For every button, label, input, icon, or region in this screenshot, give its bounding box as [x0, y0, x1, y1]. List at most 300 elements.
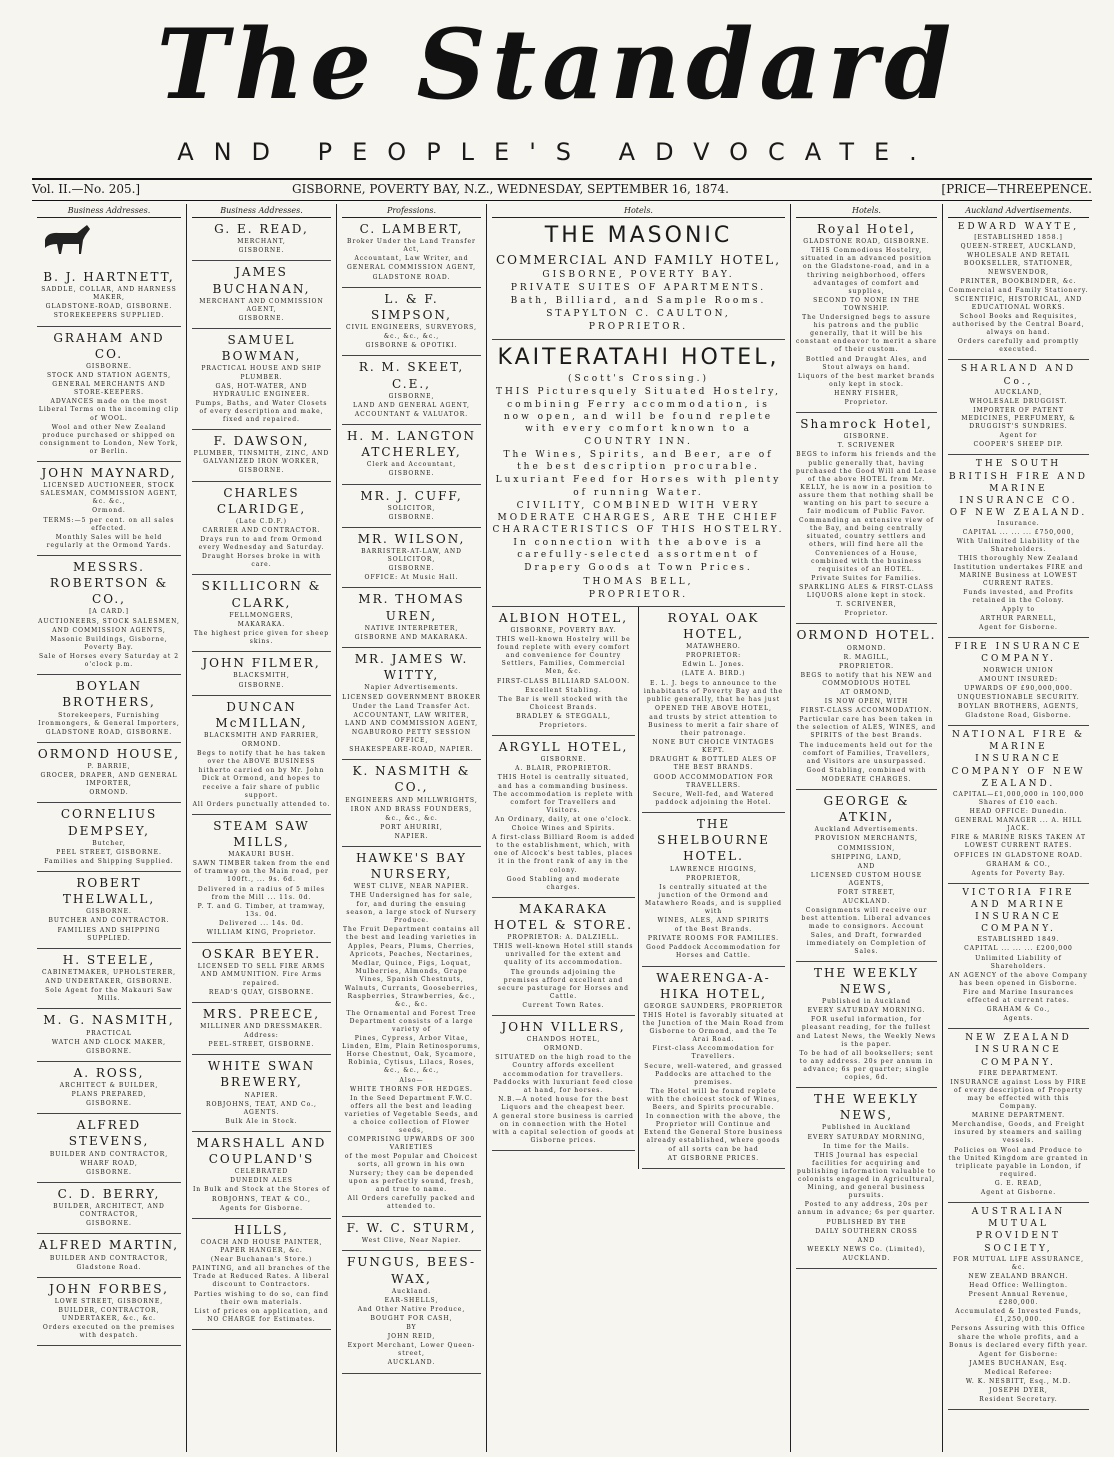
ad-line: A general store business is carried on in connection with the Hotel with a capital selection of goods at Gisborne prices. — [492, 1113, 635, 1145]
ad-line: Draught Horses broke in with care. — [202, 553, 321, 569]
ad-line: Is centrally situated at the junction of the Ormond and Matawhero Roads, and is supplied with — [644, 883, 783, 915]
advertisement — [342, 356, 481, 425]
ad-line: GEORGE SAUNDERS, PROPRIETOR — [643, 1002, 784, 1010]
ad-line: GISBORNE. — [86, 1047, 132, 1055]
ad-line: MATAWHERO. — [686, 643, 741, 651]
advertiser-name: ALFRED STEVENS, — [68, 1118, 150, 1149]
ad-line: Agents for Gisborne. — [219, 1204, 304, 1212]
ad-line: GRAHAM & Co., — [986, 1006, 1051, 1014]
ad-line: ARTHUR PARNELL, — [980, 615, 1057, 623]
advertisement — [37, 1234, 181, 1277]
ad-line: Choice Wines and Spirits. — [511, 825, 616, 833]
ad-line: Napier Advertisements. — [364, 684, 459, 692]
advertiser-name: JAMES BUCHANAN, — [212, 265, 311, 296]
ad-line: GISBORNE. — [843, 433, 890, 441]
ad-line: MAKAURI BUSH. — [228, 851, 295, 859]
ad-line: Agent for Gisborne. — [979, 624, 1058, 632]
ad-line: THIS Journal has especial facilities for acquiring and publishing information valuable to colonists engaged in Agricultural, Mining, and general business pursuits. — [797, 1151, 936, 1200]
ad-line: Auckland Advertisements. — [814, 826, 919, 834]
advertiser-name: MRS. PREECE, — [202, 1006, 321, 1021]
advertisement — [642, 967, 785, 1169]
ad-line: Commercial and Family Stationery. — [948, 286, 1089, 294]
ad-line: Bottled and Draught Ales, and Stout always on hand. — [805, 355, 928, 371]
ad-line: (Scott's Crossing.) — [568, 374, 709, 385]
ad-line: The inducements held out for the comfort of Families, Travellers, and Visitors are unsurpassed. — [799, 741, 934, 765]
ad-line: LICENSED AUCTIONEER, STOCK SALESMAN, COMMISSION AGENT, &c. &c., — [40, 482, 178, 506]
ad-line: NEW ZEALAND BRANCH. — [968, 1272, 1069, 1280]
ad-line: BUILDER, CONTRACTOR, UNDERTAKER, &c., &c. — [58, 1307, 160, 1323]
ad-line: GENERAL COMMISSION AGENT, — [346, 264, 477, 272]
ad-line: WHOLESALE AND RETAIL BOOKSELLER, STATIONER, NEWSVENDOR, — [963, 252, 1074, 276]
advertiser-name: JOHN MAYNARD, — [41, 465, 177, 480]
ad-line: INSURANCE against Loss by FIRE of every description of Property may be effected with this Company. — [950, 1078, 1087, 1111]
ad-line: FIRE & MARINE RISKS TAKEN AT LOWEST CURRENT RATES. — [950, 834, 1087, 850]
ad-line: GAS, HOT-WATER, AND HYDRAULIC ENGINEER. — [213, 382, 310, 398]
ad-line: PEEL STREET, GISBORNE. — [56, 848, 162, 856]
ad-line: Pines, Cypress, Arbor Vitae, Linden, Elm, Plain Retinosporums, Horse Chestnut, Oak, Sycamore, Robinia, Cytisus, Lilacs, Roses, &c., &c., &c., — [342, 1035, 481, 1075]
ad-line: WHARF ROAD, — [80, 1159, 138, 1167]
ad-line: PLUMBER, TINSMITH, ZINC, AND GALVANIZED IRON WORKER, — [193, 450, 330, 466]
ad-line: BARRISTER-AT-LAW, AND SOLICITOR, — [361, 548, 462, 564]
advertiser-name: VICTORIA FIRE AND MARINE INSURANCE COMPANY. — [962, 887, 1075, 935]
advertisement — [642, 813, 785, 967]
advertiser-name: ROYAL OAK HOTEL, — [667, 610, 760, 641]
ad-line: GISBORNE. — [86, 1220, 132, 1228]
ad-line: The Hotel will be found replete with the choicest stock of Wines, Beers, and Spirits procurable. — [646, 1087, 781, 1112]
ad-line: GENERAL MERCHANTS AND STORE-KEEPERS. — [52, 381, 166, 397]
section-heading: Hotels. — [492, 204, 785, 218]
ad-line: The Bar is well stocked with the Choicest Brands. — [498, 695, 629, 711]
ad-line: COMPRISING UPWARDS OF 300 VARIETIES — [347, 1136, 476, 1152]
advertisement — [342, 1217, 481, 1251]
ad-line: AMOUNT INSURED: — [978, 675, 1059, 683]
advertisement — [192, 430, 331, 481]
ad-line: Apples, Pears, Plums, Cherries, Apricots, Peaches, Nectarines, — [348, 943, 475, 959]
ad-line: ESTABLISHED 1849. — [977, 936, 1060, 944]
ad-line: AUCKLAND. — [387, 1359, 436, 1367]
advertisement — [948, 638, 1089, 726]
masonic-hotel-ad — [492, 218, 785, 340]
ad-line: THIS Picturesquely Situated Hostelry, combining Ferry accommodation, is now open, and will be found replete with every comfort known to a — [496, 387, 781, 434]
advertisement — [192, 696, 331, 815]
ad-line: GENERAL MANAGER ... A. HILL JACK. — [954, 817, 1083, 833]
advertiser-name: NEW ZEALAND INSURANCE COMPANY. — [965, 1033, 1072, 1068]
ad-line: THOMAS BELL, — [583, 576, 694, 587]
ad-line: G. E. READ, — [994, 1179, 1043, 1187]
hotel-subcolumn-left — [492, 607, 639, 1169]
ad-line: NATIVE INTERPRETER, — [364, 624, 459, 632]
advertiser-name: K. NASMITH & CO., — [352, 764, 471, 795]
ad-line: [ESTABLISHED 1858.] — [974, 234, 1063, 242]
advertisement — [37, 949, 181, 1010]
ad-line: THIS Hotel is favorably situated at the Junction of the Main Road from Gisborne to Ormond, and the Te Arai Road. — [642, 1012, 785, 1044]
ad-line: BEGS to notify that his NEW and COMMODIOUS HOTEL — [800, 671, 933, 687]
ad-line: The highest price given for sheep skins. — [193, 630, 330, 646]
advertisement — [192, 652, 331, 695]
advertiser-name: FUNGUS, BEES-WAX, — [346, 1255, 477, 1286]
ad-line: WATCH AND CLOCK MAKER, — [51, 1038, 167, 1046]
ad-line: BEGS to inform his friends and the public generally that, having purchased the Good Will and Lease of the above HOTEL from Mr. KELLY, he is now in a position to assure them that nothing shall be wanting on his part to secure a fair modicum of Public Favor. — [796, 451, 937, 516]
advertisement — [342, 425, 481, 485]
kaiteratahi-hotel-ad — [492, 340, 785, 607]
ad-line: AND COMMISSION AGENTS, — [52, 626, 166, 634]
ad-line: COACH AND HOUSE PAINTER, PAPER HANGER, &c. — [200, 1238, 323, 1255]
ad-line: Pumps, Baths, and Water Closets of every description and make, fixed and repaired. — [195, 399, 328, 423]
ad-line: T. SCRIVENER, — [836, 601, 897, 609]
ad-line: BUILDER AND CONTRACTOR, — [49, 1254, 169, 1262]
ad-line: CARRIER AND CONTRACTOR. — [202, 527, 321, 534]
ad-line: The Ornamental and Forest Tree Department consists of a large variety of — [346, 1009, 477, 1033]
advertiser-name: CHARLES CLARIDGE, — [216, 485, 307, 516]
ad-line: Accountant, Law Writer, and — [354, 255, 469, 263]
advertisement — [342, 847, 481, 1217]
advertiser-name: STEAM SAW MILLS, — [213, 818, 310, 849]
advertisement — [37, 1009, 181, 1061]
ad-line: EAR-SHELLS, — [384, 1296, 439, 1304]
ad-line: PORT AHURIRI, — [380, 823, 443, 831]
ad-line: Funds invested, and Profits retained in the Colony. — [963, 588, 1074, 604]
ad-line: Auckland. — [391, 1287, 432, 1295]
ad-line: NONE BUT CHOICE VINTAGES KEPT. — [652, 739, 775, 755]
newspaper-title: The Standard — [156, 8, 958, 121]
ad-line: IRON AND BRASS FOUNDERS, — [350, 805, 473, 813]
ad-line: EVERY SATURDAY MORNING. — [807, 1007, 926, 1015]
advertisement — [492, 607, 635, 736]
ad-line: BLACKSMITH, — [233, 672, 290, 680]
ad-line: Bath, Billiard, and Sample Rooms. — [510, 296, 767, 307]
volume-number: Vol. II.—No. 205.] — [32, 182, 141, 196]
ad-line: GLADSTONE-ROAD, GISBORNE. — [45, 303, 173, 311]
ad-line: Agents. — [1003, 1015, 1034, 1023]
ad-line: An Ordinary, daily, at one o'clock. — [495, 815, 632, 823]
ad-line: OPENED THE ABOVE HOTEL, — [655, 704, 772, 712]
ad-line: GROCER, DRAPER, AND GENERAL IMPORTER, — [40, 772, 178, 788]
ad-line: Edwin L. Jones. — [682, 661, 745, 669]
ad-line: Proprietors. — [539, 722, 588, 730]
advertiser-name: Shamrock Hotel, — [800, 417, 933, 432]
ad-line: LICENSED TO SELL FIRE ARMS AND AMMUNITION. Fire Arms repaired. — [197, 963, 326, 987]
ad-line: Consignments will receive our best attention. Liberal advances made to consignors. Account Sales, and Draft, forwarded immediately on Completion of Sales. — [801, 907, 932, 955]
ad-line: MARINE DEPARTMENT. — [971, 1112, 1066, 1120]
advertisement — [948, 1203, 1089, 1410]
ad-line: COMMERCIAL AND FAMILY HOTEL, — [495, 252, 782, 267]
ad-line: Unlimited Liability of Shareholders. — [975, 954, 1062, 970]
advertiser-name: GRAHAM AND CO. — [53, 330, 165, 361]
ad-line: In connection with the above, the Proprietor will Continue and Extend the General Store business already established, where goods of all sorts can be had — [644, 1113, 783, 1153]
columns — [32, 204, 1094, 1452]
ad-line: GISBORNE. — [238, 467, 285, 475]
ad-line: ORMOND. — [543, 1045, 584, 1053]
advertiser-name: F. DAWSON, — [213, 434, 310, 449]
ad-line: WHITE THORNS FOR HEDGES. — [350, 1085, 473, 1093]
ad-line: Clerk and Accountant, — [366, 461, 457, 469]
advertiser-name: THE WEEKLY NEWS, — [814, 965, 919, 996]
ad-line: CAPITAL ... ... ... £200,000 — [964, 945, 1073, 953]
ad-line: SADDLE, COLLAR, AND HARNESS MAKER, — [41, 286, 177, 302]
ad-line: ARCHITECT & BUILDER, — [59, 1081, 159, 1089]
ad-line: THIS thoroughly New Zealand Institution undertakes FIRE and MARINE Business at LOWEST CURRENT RATES. — [953, 555, 1084, 587]
ad-line: Proprietor. — [844, 610, 889, 618]
ad-line: MAKARAKA. — [237, 620, 286, 628]
ad-line: Ormond. — [92, 507, 126, 515]
ad-line: GISBORNE, POVERTY BAY. — [542, 269, 735, 280]
ad-line: DAILY SOUTHERN CROSS — [815, 1227, 918, 1235]
advertiser-name: THE SHELBOURNE HOTEL. — [657, 816, 770, 864]
ad-line: ORMOND. — [89, 789, 129, 797]
advertiser-name: MR. JAMES W. WITTY, — [354, 652, 469, 683]
ad-line: STOREKEEPERS SUPPLIED. — [53, 312, 165, 320]
ad-line: CIVILITY, COMBINED WITH VERY MODERATE CHARGES, ARE THE CHIEF CHARACTERISTICS OF THIS HOSTELRY. — [492, 500, 785, 535]
advertiser-name: C. LAMBERT, — [359, 222, 464, 236]
ad-line: PRACTICAL — [86, 1029, 132, 1037]
ad-line: Agent for — [999, 432, 1038, 440]
ad-line: A first-class Billiard Room is added to the establishment, which, with one of Alcock's best tables, places it in the front rank of any in the colony. — [492, 834, 635, 874]
advertisement — [342, 288, 481, 357]
advertiser-name: B. J. HARTNETT, — [43, 270, 175, 284]
ad-line: ORMOND. — [241, 741, 282, 749]
ad-line: IS NOW OPEN, WITH — [824, 698, 909, 706]
ad-line: Fire and Marine Insurances effected at current rates. — [963, 988, 1074, 1005]
ad-line: Private Suites for Families. — [811, 574, 922, 582]
advertiser-name: AUSTRALIAN MUTUAL PROVIDENT SOCIETY, — [971, 1207, 1066, 1254]
ad-line: GISBORNE, POVERTY BAY. — [510, 626, 617, 634]
ad-line: PROPRIETOR. — [588, 322, 689, 333]
advertisement — [796, 790, 937, 962]
section-heading: Professions. — [342, 204, 481, 218]
ad-line: List of prices on application, and NO CHARGE for Estimates. — [194, 1307, 329, 1323]
ad-line: SHAKESPEARE-ROAD, NAPIER. — [349, 746, 474, 754]
ad-line: Luxuriant Feed for Horses with plenty of running Water. — [495, 475, 782, 498]
ad-line: The grounds adjoining the premises afford excellent and secure pasturage for Horses and Cattle. — [498, 968, 629, 1000]
ad-line: P. BARRIE, — [87, 762, 131, 770]
ad-line: LICENSED GOVERNMENT BROKER — [342, 693, 481, 701]
advertiser-name: ORMOND HOUSE, — [37, 746, 181, 761]
advertisement — [796, 1088, 937, 1269]
advertisement — [192, 482, 331, 576]
ad-line: West Clive, Near Napier. — [361, 1237, 462, 1245]
ad-line: CAPITAL ... ... ... £750,000, — [962, 529, 1075, 537]
advertisement — [37, 266, 181, 327]
ad-line: Head Office: Wellington. — [969, 1281, 1068, 1289]
ad-line: &c., &c., &c. — [385, 814, 438, 822]
ad-line: LICENSED CUSTOM HOUSE AGENTS, — [810, 871, 923, 887]
ad-line: ADVANCES made on the most Liberal Terms on the incoming clip of WOOL. — [38, 398, 180, 422]
column-hotels-2 — [791, 204, 943, 1452]
advertiser-name: BOYLAN BROTHERS, — [62, 679, 156, 710]
advertiser-name: MR. WILSON, — [357, 531, 466, 546]
advertisement — [796, 962, 937, 1088]
ad-line: (Near Buchanan's Store.) — [210, 1256, 313, 1264]
ad-line: GLADSTONE ROAD. — [372, 273, 451, 281]
advertisement — [37, 1114, 181, 1183]
ad-line: SOLICITOR, — [387, 504, 436, 512]
ad-line: hitherto carried on by Mr. John Dick at Ormond, and hopes to receive a fair share of public support. — [198, 767, 325, 799]
advertisement — [492, 898, 635, 1016]
ad-line: Also— — [399, 1076, 424, 1084]
ad-line: PROPRIETOR, — [685, 874, 742, 882]
ad-line: GISBORNE. — [86, 1168, 132, 1176]
ad-line: Drapery Goods at Town Prices. — [524, 563, 753, 574]
advertiser-name: MR. J. CUFF, — [360, 488, 463, 503]
ad-line: BLACKSMITH AND FARRIER, — [203, 731, 320, 739]
ad-line: Sole Agent for the Makauri Saw Mills. — [45, 987, 173, 1003]
ad-line: ACCOUNTANT & VALUATOR. — [354, 410, 469, 418]
ad-line: Current Town Rates. — [522, 1001, 605, 1009]
ad-line: BUILDER AND CONTRACTOR, — [49, 1150, 169, 1158]
ad-line: WINES, ALES, AND SPIRITS — [657, 917, 770, 925]
ad-line: Gladstone Road, Gisborne. — [965, 712, 1072, 720]
ad-line: A. BLAIR, PROPRIETOR. — [515, 765, 612, 773]
ad-line: PROPRIETOR: — [685, 652, 742, 660]
ad-line: FIRST-CLASS ACCOMMODATION. — [800, 707, 933, 715]
section-heading: Business Addresses. — [37, 204, 181, 218]
advertiser-name: H. M. LANGTON ATCHERLEY, — [346, 428, 477, 460]
advertisement — [342, 485, 481, 528]
ad-line: PROPRIETOR: A. DALZIELL. — [507, 934, 620, 942]
ad-line: HEAD OFFICE: Dunedin. — [969, 808, 1068, 816]
advertisement — [796, 413, 937, 624]
ad-line: E. L. J. begs to announce to the inhabitants of Poverty Bay and the public generally, that he has just — [643, 679, 784, 703]
ad-line: HENRY FISHER, — [834, 389, 899, 397]
ad-line: Posted to any address, 20s per annum in advance; 6s per quarter. — [797, 1201, 936, 1217]
ad-line: COMMISSION, — [837, 844, 896, 852]
ad-line: of the Best Brands. — [674, 926, 753, 934]
ad-line: With Unlimited Liability of the Shareholders. — [956, 538, 1081, 554]
ad-line: Medical Referee: — [984, 1368, 1053, 1376]
ad-line: All Orders carefully packed and attended to. — [347, 1194, 476, 1210]
ad-line: WEEKLY NEWS Co. (Limited), — [807, 1245, 926, 1253]
ad-line: UNQUESTIONABLE SECURITY. — [957, 693, 1080, 701]
advertiser-name: ALBION HOTEL, — [498, 610, 629, 625]
advertisement — [948, 884, 1089, 1030]
advertisement — [342, 528, 481, 589]
advertisement — [342, 648, 481, 760]
advertiser-name: JOHN FORBES, — [49, 1281, 169, 1296]
ad-line: OFFICE: At Music Hall. — [364, 574, 459, 582]
ad-line: Insurance. — [997, 520, 1040, 528]
ad-line: In Bulk and Stock at the Stores of — [192, 1186, 331, 1194]
ad-line: NAPIER. — [244, 1091, 279, 1099]
advertiser-name: L. & F. SIMPSON, — [371, 291, 452, 322]
ad-line: &c., &c., &c., — [383, 333, 440, 341]
ad-line: T. SCRIVENER — [837, 442, 896, 450]
advertisement — [192, 261, 331, 329]
ad-line: AT ORMOND, — [840, 688, 893, 696]
ad-line: [A CARD.] — [89, 608, 129, 616]
ad-line: CELEBRATED — [234, 1168, 289, 1176]
ad-line: AND — [857, 862, 876, 870]
ad-line: Proprietor. — [844, 398, 889, 406]
ad-line: LAWRENCE HIGGINS, — [670, 865, 757, 873]
ad-line: AT GISBORNE PRICES. — [667, 1154, 760, 1162]
ad-line: PUBLISHED BY THE — [826, 1218, 907, 1226]
ad-line: JOHN REID, — [387, 1333, 436, 1341]
ad-line: LOWE STREET, GISBORNE, — [54, 1297, 164, 1305]
ad-line: Medlar, Quince, Figs, Loquat, Mulberries, Almonds, Grape Vines, Spanish Chestnuts, Walnuts, Currants, Gooseberries, Raspberries, Strawberries, &c., &c., &c. — [344, 960, 479, 1008]
advertiser-name: Royal Hotel, — [816, 222, 917, 236]
ad-line: Excellent Stabling. — [525, 686, 602, 694]
column-business-1 — [32, 204, 187, 1452]
ad-line: PLANS PREPARED, — [71, 1091, 147, 1099]
advertiser-name: EDWARD WAYTE, — [957, 222, 1080, 232]
advertisement — [37, 743, 181, 804]
advertisement — [192, 1219, 331, 1330]
ad-line: Secure, well-watered, and grassed Paddocks are attached to the premises. — [644, 1062, 783, 1086]
advertisement — [796, 218, 937, 413]
ad-line: DRAUGHT & BOTTLED ALES OF THE BEST BRANDS. — [649, 756, 778, 772]
ad-line: Agent for Gisborne: — [978, 1350, 1059, 1358]
advertiser-name: H. STEELE, — [62, 952, 156, 967]
ad-line: P. T. and G. Timber, at tramway, 13s. 0d. — [197, 902, 326, 918]
ad-line: ROBJOHNS, TEAT & CO., — [212, 1195, 311, 1203]
advertisement — [192, 1003, 331, 1055]
ad-line: Bulk Ale in Stock. — [225, 1117, 298, 1125]
price: [PRICE—THREEPENCE. — [941, 182, 1092, 196]
column-business-2 — [187, 204, 337, 1452]
ad-line: MILLINER AND DRESSMAKER. — [200, 1022, 323, 1030]
advertisement — [37, 803, 181, 872]
advertiser-name: MESSRS. ROBERTSON & CO., — [49, 559, 169, 607]
ad-line: Delivered ... 14s. 0d. — [218, 919, 305, 927]
ad-line: GISBORNE. — [86, 908, 132, 916]
ad-line: GISBORNE, — [388, 392, 435, 400]
advertisement — [492, 736, 635, 898]
hotel-subcolumns — [492, 607, 785, 1169]
dateline — [32, 178, 1092, 201]
advertisement — [192, 943, 331, 1003]
ad-line: READ'S QUAY, GISBORNE. — [208, 988, 315, 996]
ad-line: PAINTING, and all branches of the Trade at Reduced Rates. A liberal discount to Contractors. — [192, 1265, 331, 1289]
ad-line: PROVISION MERCHANTS, — [815, 835, 918, 843]
section-heading: Auckland Advertisements. — [948, 204, 1089, 218]
column-professions — [337, 204, 487, 1452]
advertiser-name: HILLS, — [234, 1222, 289, 1237]
ad-line: SECOND TO NONE IN THE TOWNSHIP. — [813, 296, 920, 312]
ad-line: QUEEN-STREET, AUCKLAND, — [960, 243, 1077, 251]
ad-line: THIS well-known Hotel still stands unrivalled for the extent and quality of its accommodation. — [493, 943, 634, 967]
advertiser-name: C. D. BERRY, — [57, 1186, 161, 1201]
ad-line: Present Annual Revenue, £280,000. — [968, 1291, 1069, 1307]
ad-line: Sale of Horses every Saturday at 2 o'clock p.m. — [38, 652, 180, 669]
ad-line: AUCKLAND. — [842, 1254, 891, 1262]
ad-line: Parties wishing to do so, can find their own materials. — [194, 1290, 329, 1306]
ad-line: GISBORNE. — [388, 513, 435, 521]
ad-line: Broker Under the Land Transfer Act, — [347, 238, 476, 254]
ad-line: CAPITAL—£1,000,000 in 100,000 Shares of £10 each. — [952, 790, 1085, 806]
ad-line: Under the Land Transfer Act. — [352, 702, 471, 710]
ad-line: Delivered in a radius of 5 miles from the Mill ... 11s. 0d. — [197, 885, 326, 901]
ad-line: Published in Auckland — [822, 998, 911, 1006]
ad-line: THIS Hotel is centrally situated, and has a commanding business. The accommodation is replete with comfort for Travellers and Visitors. — [493, 774, 634, 814]
advertisement — [192, 218, 331, 261]
ad-line: Orders executed on the premises with despatch. — [42, 1324, 176, 1340]
ad-line: GISBORNE. — [540, 756, 587, 764]
ad-line: Address: — [244, 1031, 279, 1039]
ad-line: AUCTIONEERS, STOCK SALESMEN, — [38, 617, 180, 625]
ad-line: THE Undersigned has for sale, for, and during the ensuing season, a large stock of Nursery Produce. — [346, 892, 477, 924]
ad-line: AUCKLAND, — [994, 388, 1043, 396]
ad-line: DUNEDIN ALES — [230, 1177, 293, 1185]
ad-line: and trusts by strict attention to Business to merit a fair share of their patronage. — [648, 713, 779, 738]
advertisement — [192, 1132, 331, 1219]
advertisement — [342, 760, 481, 847]
ad-line: Agent at Gisborne. — [980, 1189, 1057, 1197]
ad-line: Monthly Sales will be held regularly at the Ormond Yards. — [46, 533, 172, 549]
ad-line: WHOLESALE DRUGGIST. — [969, 397, 1068, 405]
ad-line: CHANDOS HOTEL, — [526, 1036, 601, 1044]
ad-line: CABINETMAKER, UPHOLSTERER, — [41, 968, 177, 976]
advertiser-name: G. E. READ, — [214, 222, 309, 236]
